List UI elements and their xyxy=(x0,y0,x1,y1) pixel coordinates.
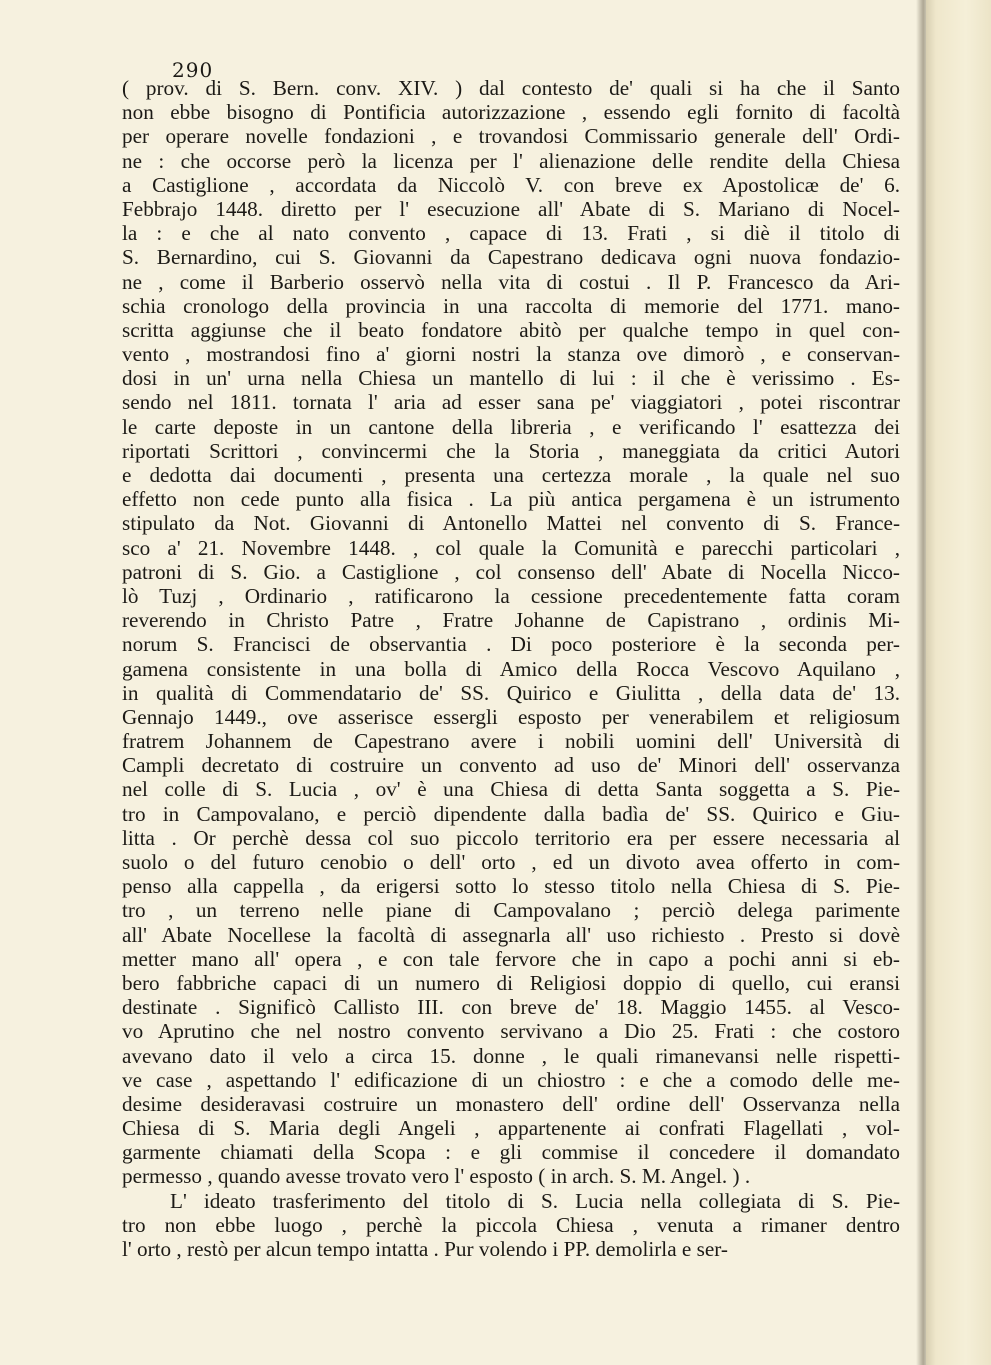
text-line: schia cronologo della provincia in una raccolta di memorie del 1771. mano- xyxy=(122,293,900,318)
text-line: nel colle di S. Lucia , ov' è una Chiesa di detta Santa soggetta a S. Pie- xyxy=(122,777,900,802)
text-line: garmente chiamati della Scopa : e gli commise il concedere il domandato xyxy=(122,1140,900,1165)
text-line: fratrem Johannem de Capestrano avere i nobili uomini dell' Università di xyxy=(122,729,900,754)
text-line: norum S. Francisci de observantia . Di poco posteriore è la seconda per- xyxy=(122,632,900,657)
text-line: effetto non cede punto alla fisica . La più antica pergamena è un istrumento xyxy=(122,487,900,512)
text-line: tro , un terreno nelle piane di Campovalano ; perciò delega parimente xyxy=(122,898,900,923)
text-line: dosi in un' urna nella Chiesa un mantello di lui : il che è verissimo . Es- xyxy=(122,366,900,391)
body-text xyxy=(122,76,900,1261)
text-line: S. Bernardino, cui S. Giovanni da Capestrano dedicava ogni nuova fondazio- xyxy=(122,245,900,270)
text-line: Febbrajo 1448. diretto per l' esecuzione all' Abate di S. Mariano di Nocel- xyxy=(122,196,900,221)
text-line: tro in Campovalano, e perciò dipendente dalla badìa de' SS. Quirico e Giu- xyxy=(122,801,900,826)
text-line: penso alla cappella , da erigersi sotto lo stesso titolo nella Chiesa di S. Pie- xyxy=(122,874,900,899)
text-line: avevano dato il velo a circa 15. donne , le quali rimanevansi nelle rispetti- xyxy=(122,1043,900,1068)
text-line: scritta aggiunse che il beato fondatore abitò per qualche tempo in quel con- xyxy=(122,317,900,342)
text-line: sendo nel 1811. tornata l' aria ad esser sana pe' viaggiatori , potei riscontrar xyxy=(122,390,900,415)
text-line: vo Aprutino che nel nostro convento servivano a Dio 25. Frati : che costoro xyxy=(122,1019,900,1044)
text-line: bero fabbriche capaci di un numero di Religiosi doppio di quello, cui eransi xyxy=(122,970,900,995)
text-line: sco a' 21. Novembre 1448. , col quale la Comunità e parecchi particolari , xyxy=(122,535,900,560)
text-line: litta . Or perchè dessa col suo piccolo territorio era per essere necessaria al xyxy=(122,825,900,850)
text-line: Gennajo 1449., ove asserisce essergli esposto per venerabilem et religiosum xyxy=(122,704,900,729)
text-line: desime desideravasi costruire un monastero dell' ordine dell' Osservanza nella xyxy=(122,1091,900,1116)
text-line: Campli decretato di costruire un convento ad uso de' Minori dell' osservanza xyxy=(122,753,900,778)
text-line: Chiesa di S. Maria degli Angeli , appartenente ai confrati Flagellati , vol- xyxy=(122,1116,900,1141)
text-line: non ebbe bisogno di Pontificia autorizzazione , essendo egli fornito di facoltà xyxy=(122,100,900,125)
facing-page-edge xyxy=(926,0,991,1365)
text-line: riportati Scrittori , convincermi che la Storia , maneggiata da critici Autori xyxy=(122,438,900,463)
text-line: lò Tuzj , Ordinario , ratificarono la cessione precedentemente fatta coram xyxy=(122,583,900,608)
text-line: vento , mostrandosi fino a' giorni nostri la stanza ove dimorò , e conservan- xyxy=(122,342,900,367)
text-line: la : e che al nato convento , capace di 13. Frati , si diè il titolo di xyxy=(122,221,900,246)
text-line: L' ideato trasferimento del titolo di S. Lucia nella collegiata di S. Pie- xyxy=(170,1188,900,1213)
text-line: tro non ebbe luogo , perchè la piccola Chiesa , venuta a rimaner dentro xyxy=(122,1212,900,1237)
text-line: gamena consistente in una bolla di Amico della Rocca Vescovo Aquilano , xyxy=(122,656,900,681)
text-line: l' orto , restò per alcun tempo intatta . Pur volendo i PP. demolirla e ser- xyxy=(122,1237,728,1261)
text-line: patroni di S. Gio. a Castiglione , col consenso dell' Abate di Nocella Nicco- xyxy=(122,559,900,584)
text-line: ve case , aspettando l' edificazione di un chiostro : e che a comodo delle me- xyxy=(122,1067,900,1092)
text-line: reverendo in Christo Patre , Fratre Johanne de Capistrano , ordinis Mi- xyxy=(122,608,900,633)
text-line: ne , come il Barberio osservò nella vita di costui . Il P. Francesco da Ari- xyxy=(122,269,900,294)
text-line: all' Abate Nocellese la facoltà di assegnarla all' uso richiesto . Presto si dovè xyxy=(122,922,900,947)
text-line: per operare novelle fondazioni , e trovandosi Commissario generale dell' Ordi- xyxy=(122,124,900,149)
text-line: in qualità di Commendatario de' SS. Quirico e Giulitta , della data de' 13. xyxy=(122,680,900,705)
text-line: metter mano all' opera , e con tale fervore che in capo a pochi anni si eb- xyxy=(122,946,900,971)
text-line: permesso , quando avesse trovato vero l' esposto ( in arch. S. M. Angel. ) . xyxy=(122,1164,751,1189)
text-line: e dedotta dai documenti , presenta una certezza morale , la quale nel suo xyxy=(122,463,900,487)
text-line: stipulato da Not. Giovanni di Antonello Mattei nel convento di S. France- xyxy=(122,511,900,536)
text-line: ne : che occorse però la licenza per l' alienazione delle rendite della Chiesa xyxy=(122,148,900,173)
page-number: 290 xyxy=(172,58,214,82)
text-line: a Castiglione , accordata da Niccolò V. con breve ex Apostolicæ de' 6. xyxy=(122,172,900,197)
text-line: le carte deposte in un cantone della libreria , e verificando l' esattezza dei xyxy=(122,414,900,439)
text-line: destinate . Significò Callisto III. con breve de' 18. Maggio 1455. al Vesco- xyxy=(122,995,900,1020)
text-line: suolo o del futuro cenobio o dell' orto , ed un divoto avea offerto in com- xyxy=(122,850,900,874)
text-line: ( prov. di S. Bern. conv. XIV. ) dal contesto de' quali si ha che il Santo xyxy=(122,76,900,100)
